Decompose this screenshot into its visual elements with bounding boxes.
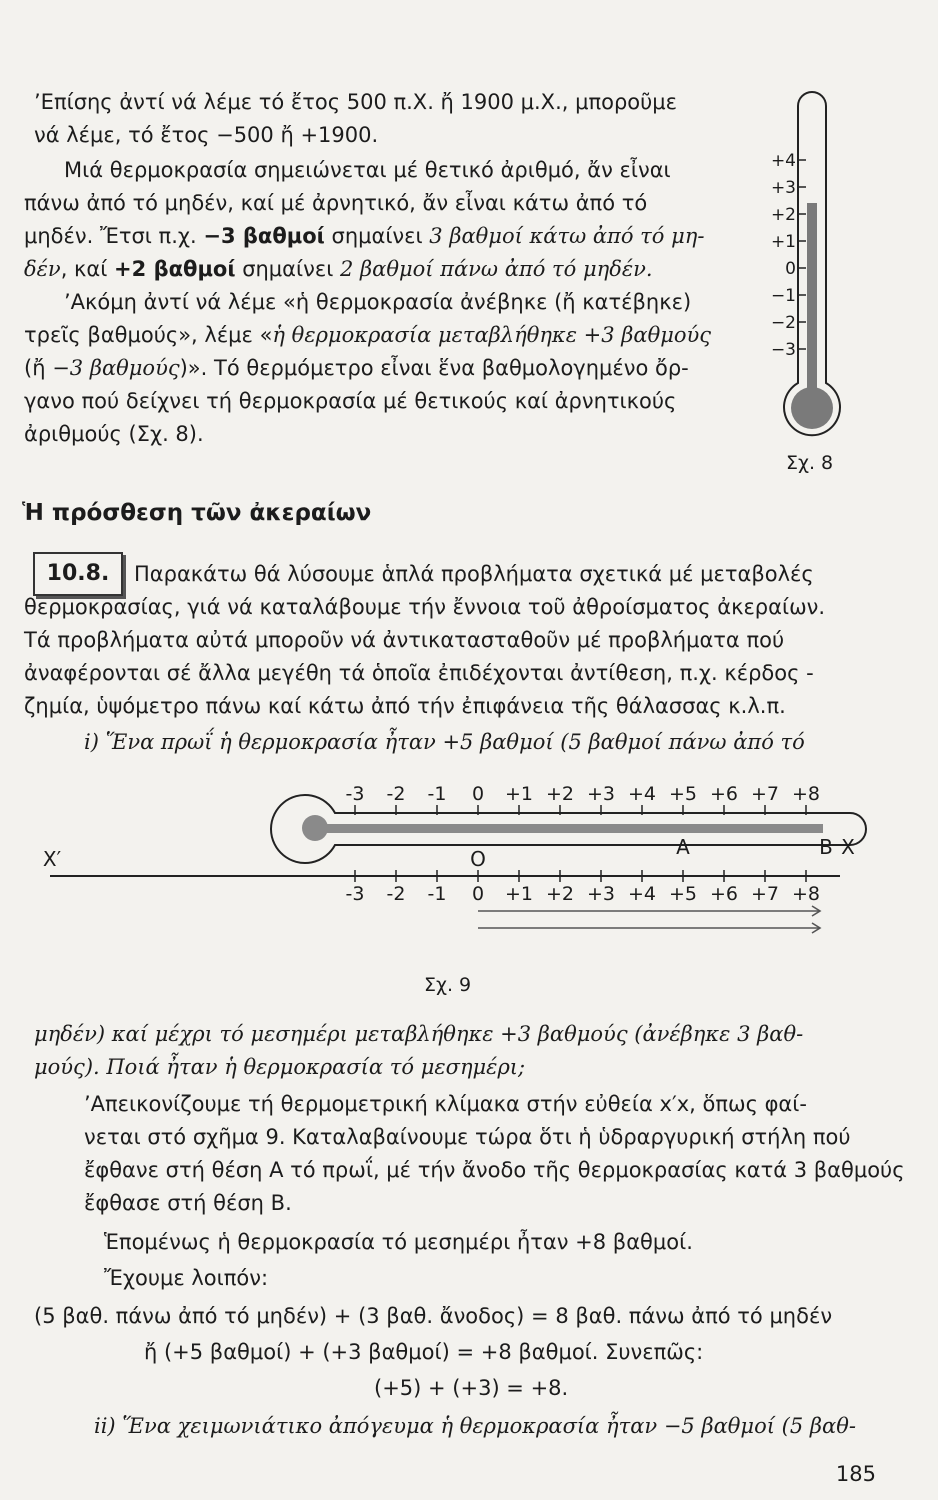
thermometer-line-3 (24, 352, 689, 385)
temperature-line-3-a: μηδέν. Ἔτσι π.χ. (24, 224, 204, 248)
thermometer-ticks (798, 160, 806, 349)
explanation-line-2: νεται στό σχῆμα 9. Καταλαβαίνουμε τώρα ὅτι ἡ ὑδραργυρική στήλη πού (84, 1125, 851, 1149)
explanation-line-7: (5 βαθ. πάνω ἀπό τό μηδέν) + (3 βαθ. ἄνοδος) = 8 βαθ. πάνω ἀπό τό μηδέν (34, 1304, 833, 1328)
top-label-p5: +5 (668, 783, 698, 805)
explanation-line-4: ἔφθασε στή θέση B. (84, 1191, 292, 1215)
problem-i-line-2: μηδέν) καί μέχρι τό μεσημέρι μεταβλήθηκε +3 βαθμούς (ἀνέβηκε 3 βαθ- (34, 1022, 804, 1046)
temperature-line-2: πάνω ἀπό τό μηδέν, καί μέ ἀρνητικό, ἄν εἶναι κάτω ἀπό τό (24, 191, 648, 215)
top-label-m1: -1 (427, 783, 447, 805)
bottom-label-m2: -2 (386, 883, 406, 905)
displacement-arrows (478, 906, 820, 933)
top-label-m2: -2 (386, 783, 406, 805)
bottom-label-0: 0 (471, 883, 485, 905)
mercury-column (807, 203, 817, 393)
thermometer-line-1: ’Ακόμη ἀντί νά λέμε «ἡ θερμοκρασία ἀνέβηκε (ἤ κατέβηκε) (64, 290, 692, 314)
thermometer-line-4: γανο πού δείχνει τή θερμοκρασία μέ θετικούς καί ἀρνητικούς (24, 389, 677, 413)
explanation-line-3: ἔφθανε στή θέση A τό πρωΐ, μέ τήν ἄνοδο τῆς θερμοκρασίας κατά 3 βαθμούς (84, 1158, 905, 1182)
explanation-line-8: ἤ (+5 βαθμοί) + (+3 βαθμοί) = +8 βαθμοί. Συνεπῶς: (144, 1340, 704, 1364)
figure-8-thermometer (748, 78, 858, 448)
thermo-label-minus2: −2 (770, 313, 796, 333)
explanation-line-5: Ἑπομένως ἡ θερμοκρασία τό μεσημέρι ἦταν +8 βαθμοί. (104, 1230, 693, 1254)
intro-line-2: νά λέμε, τό ἔτος −500 ἤ +1900. (34, 123, 379, 147)
thermometer-line-2-b: ἡ θερμοκρασία μεταβλήθηκε +3 βαθμούς (272, 323, 712, 347)
thermo-label-zero: 0 (785, 259, 796, 279)
thermo-label-minus3: −3 (770, 340, 796, 360)
section-number-box: 10.8. (33, 552, 123, 596)
figure-8-caption: Σχ. 8 (786, 452, 834, 474)
thermo-label-plus3: +3 (770, 178, 796, 198)
mercury-bulb-horizontal (302, 815, 328, 841)
point-b-label: B (819, 835, 833, 859)
figure-9-scale (20, 768, 870, 968)
figure-9-caption: Σχ. 9 (424, 974, 472, 996)
temperature-line-4-c: +2 βαθμοί (114, 257, 236, 281)
section-heading: Ἡ πρόσθεση τῶν ἀκεραίων (22, 500, 372, 526)
section-line-5: ζημία, ὑψόμετρο πάνω καί κάτω ἀπό τήν ἐπιφάνεια τῆς θάλασσας κ.λ.π. (24, 694, 786, 718)
point-a-label: A (676, 835, 690, 859)
axis-right-label: X (841, 835, 855, 859)
explanation-line-6: Ἔχουμε λοιπόν: (104, 1266, 269, 1290)
temperature-line-4-b: , καί (60, 257, 115, 281)
section-line-3: Τά προβλήματα αὐτά μποροῦν νά ἀντικατασταθοῦν μέ προβλήματα πού (24, 628, 785, 652)
temperature-line-4 (24, 253, 653, 286)
temperature-line-4-d: σημαίνει (235, 257, 340, 281)
bottom-label-p5: +5 (668, 883, 698, 905)
temperature-line-1: Μιά θερμοκρασία σημειώνεται μέ θετικό ἀριθμό, ἄν εἶναι (64, 158, 671, 182)
bottom-label-p8: +8 (791, 883, 821, 905)
thermometer-line-3-b: −3 βαθμούς (52, 356, 180, 380)
explanation-line-1: ’Απεικονίζουμε τή θερμομετρική κλίμακα στήν εὐθεία x′x, ὅπως φαί- (84, 1092, 807, 1116)
bottom-label-p3: +3 (586, 883, 616, 905)
temperature-line-4-a: δέν (24, 257, 61, 281)
bottom-label-p2: +2 (545, 883, 575, 905)
page-number: 185 (835, 1462, 876, 1486)
bottom-label-p6: +6 (709, 883, 739, 905)
axis-left-label: X′ (42, 847, 62, 871)
section-line-4: ἀναφέρονται σέ ἄλλα μεγέθη τά ὁποῖα ἐπιδέχονται ἀντίθεση, π.χ. κέρδος - (24, 661, 814, 685)
thermo-label-plus2: +2 (770, 205, 796, 225)
thermo-label-plus4: +4 (770, 151, 796, 171)
temperature-line-3-c: σημαίνει (324, 224, 430, 248)
top-label-m3: -3 (345, 783, 365, 805)
origin-label: O (470, 847, 486, 871)
bottom-label-p1: +1 (504, 883, 534, 905)
top-label-p8: +8 (791, 783, 821, 805)
top-label-p6: +6 (709, 783, 739, 805)
section-line-2: θερμοκρασίας, γιά νά καταλάβουμε τήν ἔννοια τοῦ ἀθροίσματος ἀκεραίων. (24, 595, 826, 619)
thermometer-line-3-a: (ἤ (24, 356, 53, 380)
bottom-label-p4: +4 (627, 883, 657, 905)
bottom-label-m1: -1 (427, 883, 447, 905)
temperature-line-4-e: 2 βαθμοί πάνω ἀπό τό μηδέν. (339, 257, 653, 281)
problem-i-line-3: μούς). Ποιά ἦταν ἡ θερμοκρασία τό μεσημέρι; (34, 1055, 526, 1079)
explanation-line-9: (+5) + (+3) = +8. (374, 1376, 569, 1400)
thermometer-line-5: ἀριθμούς (Σχ. 8). (24, 422, 204, 446)
thermometer-line-3-c: )». Τό θερμόμετρο εἶναι ἕνα βαθμολογημένο ὄρ- (179, 356, 689, 380)
top-label-p2: +2 (545, 783, 575, 805)
temperature-line-3 (24, 220, 704, 253)
bottom-label-m3: -3 (345, 883, 365, 905)
section-line-1: Παρακάτω θά λύσουμε ἁπλά προβλήματα σχετικά μέ μεταβολές (134, 562, 814, 586)
bottom-label-p7: +7 (750, 883, 780, 905)
mercury-column-horizontal (320, 824, 823, 833)
top-label-p3: +3 (586, 783, 616, 805)
thermometer-line-2 (24, 319, 711, 352)
thermo-label-plus1: +1 (770, 232, 796, 252)
temperature-line-3-d: 3 βαθμοί κάτω ἀπό τό μη- (429, 224, 705, 248)
mercury-bulb (791, 387, 833, 429)
top-label-p4: +4 (627, 783, 657, 805)
temperature-line-3-b: −3 βαθμοί (203, 224, 325, 248)
intro-line-1: ’Επίσης ἀντί νά λέμε τό ἔτος 500 π.Χ. ἤ 1900 μ.Χ., μποροῦμε (34, 90, 677, 114)
top-label-0: 0 (471, 783, 485, 805)
thermo-label-minus1: −1 (770, 286, 796, 306)
problem-i-line-1: i) Ἕνα πρωΐ ἡ θερμοκρασία ἦταν +5 βαθμοί (5 βαθμοί πάνω ἀπό τό (84, 730, 805, 754)
thermometer-line-2-a: τρεῖς βαθμούς», λέμε « (24, 323, 273, 347)
top-label-p7: +7 (750, 783, 780, 805)
top-label-p1: +1 (504, 783, 534, 805)
problem-ii-line-1: ii) Ἕνα χειμωνιάτικο ἀπόγευμα ἡ θερμοκρασία ἦταν −5 βαθμοί (5 βαθ- (94, 1414, 856, 1438)
